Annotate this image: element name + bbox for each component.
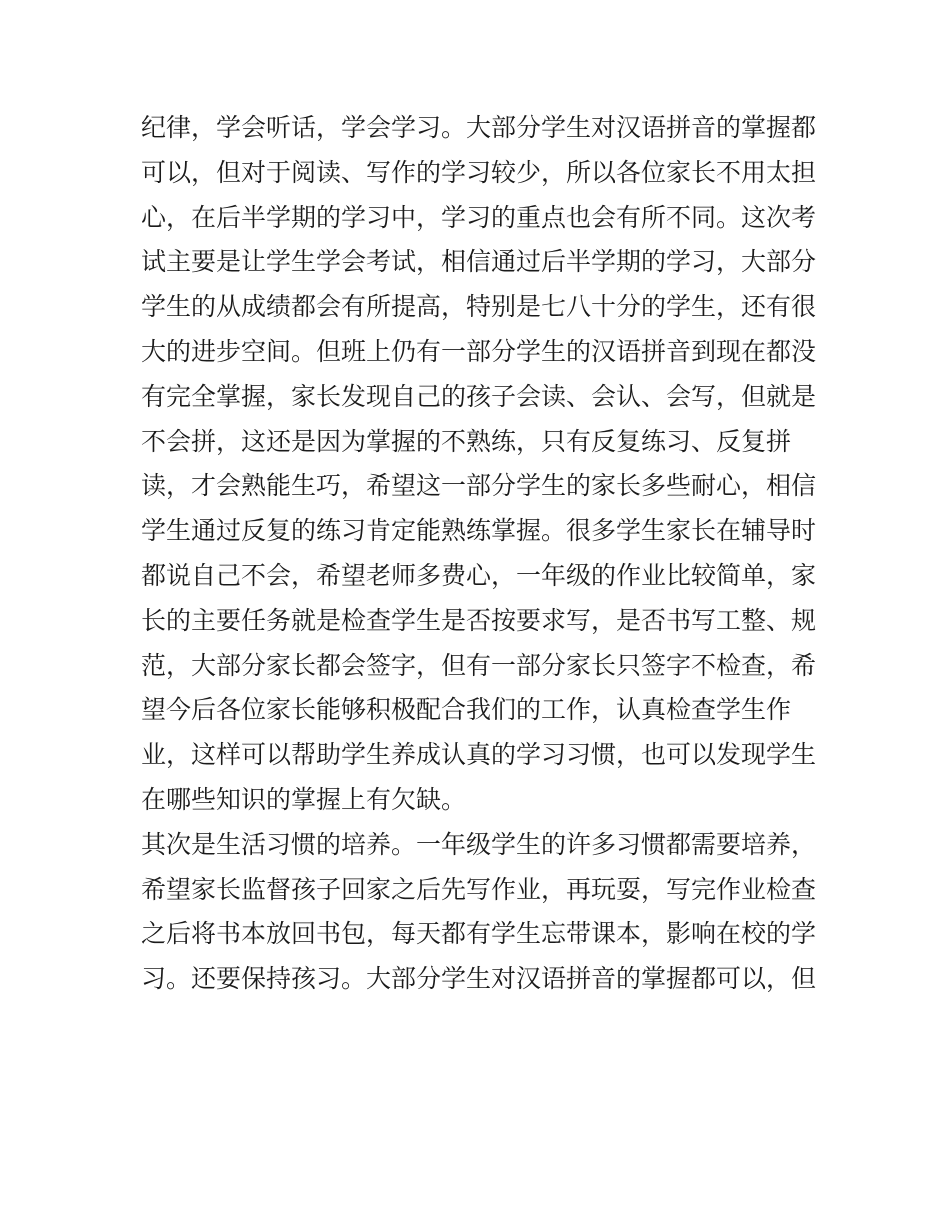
body-text: [141, 106, 821, 1002]
text-line: 望今后各位家长能够积极配合我们的工作，认真检查学生作: [141, 695, 792, 725]
text-line: 纪律，学会听话，学会学习。大部分学生对汉语拼音的掌握都: [141, 113, 817, 142]
text-line: 学生的从成绩都会有所提高，特别是七八十分的学生，还有很: [141, 292, 817, 322]
text-line: 心，在后半学期的学习中，学习的重点也会有所不同。这次考: [141, 202, 817, 232]
text-line: 不会拼，这还是因为掌握的不熟练，只有反复练习、反复拼: [141, 426, 792, 456]
text-line: 长的主要任务就是检查学生是否按要求写，是否书写工整、规: [141, 605, 817, 635]
text-line: 之后将书本放回书包，每天都有学生忘带课本，影响在校的学: [141, 919, 817, 949]
text-line: 可以，但对于阅读、写作的学习较少，所以各位家长不用太担: [141, 157, 817, 187]
text-line: 都说自己不会，希望老师多费心，一年级的作业比较简单，家: [141, 560, 817, 590]
text-line: 学生通过反复的练习肯定能熟练掌握。很多学生家长在辅导时: [141, 516, 817, 546]
text-line: 在哪些知识的掌握上有欠缺。: [141, 784, 467, 814]
text-line: 有完全掌握，家长发现自己的孩子会读、会认、会写，但就是: [141, 381, 817, 411]
text-line: 其次是生活习惯的培养。一年级学生的许多习惯都需要培养，: [141, 829, 817, 859]
text-line: 业，这样可以帮助学生养成认真的学习习惯，也可以发现学生: [141, 740, 817, 770]
text-line: 大的进步空间。但班上仍有一部分学生的汉语拼音到现在都没: [141, 336, 817, 366]
text-line: 希望家长监督孩子回家之后先写作业，再玩耍，写完作业检查: [141, 874, 817, 904]
text-line: 习。还要保持孩习。大部分学生对汉语拼音的掌握都可以，但: [141, 964, 817, 994]
text-line: 试主要是让学生学会考试，相信通过后半学期的学习，大部分: [141, 247, 817, 277]
text-line: 读，才会熟能生巧，希望这一部分学生的家长多些耐心，相信: [141, 471, 817, 501]
text-line: 范，大部分家长都会签字，但有一部分家长只签字不检查，希: [141, 650, 817, 680]
